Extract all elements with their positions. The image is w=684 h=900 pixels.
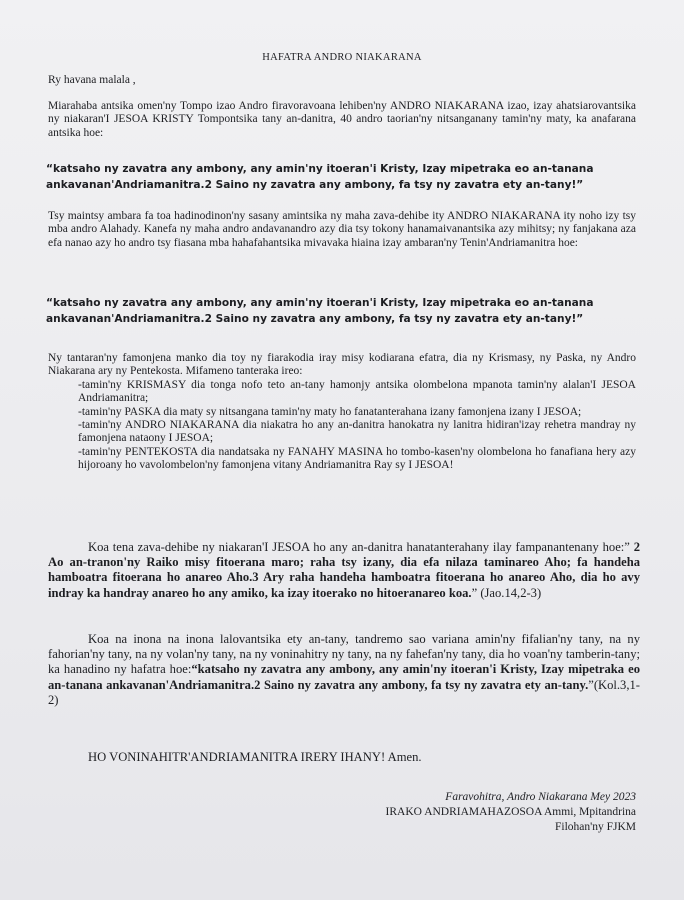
paragraph-reminder: Tsy maintsy ambara fa toa hadinodinon'ny sasany amintsika ny maha zava-dehibe ity ANDRO NIAKARANA ity noho izy tsy mba andro Alahady. Kanefa ny maha andro andavanandro azy dia tsy tokony hanamaivanantsika azy mihitsy; ny fanjakana aza efa nanao azy ho andro tsy fiasana mba hahafahantsika mivavaka hiaina izay ambaran'ny Tenin'Andriamanitra hoe: [48,210,636,249]
exhortation-reference: ”(Kol.3,1-2) [48,677,640,707]
bible-quote-2: “katsaho ny zavatra any ambony, any amin'ny itoeran'i Kristy, Izay mipetraka eo an-tanana ankavanan'Andriamanitra.2 Saino ny zavatra any ambony, fa tsy ny zavatra ety an-tany!” [46,297,594,325]
promise-quote: 2 Ao an-tranon'ny Raiko misy fitoerana maro; raha tsy izany, dia efa nilaza taminareo Aho; fa handeha hamboatra fitoerana ho anareo Aho.3 Ary raha handeha hamboatra fitoerana ho anareo Aho, dia ho avy indray ka handray anareo ho any amiko, ka izay itoerako no hitoeranareo koa. [48,540,640,600]
greeting: Ry havana malala , [48,74,136,86]
paragraph-exhortation [48,632,640,708]
signature-block [300,790,636,834]
promise-lead: Koa tena zava-dehibe ny niakaran'I JESOA ho any an-danitra hanatanterahany ilay fampanantenany hoe:” [88,540,630,554]
exhortation-lead: Koa na inona na inona lalovantsika ety an-tany, tandremo sao variana amin'ny fifalian'ny tany, na ny fahorian'ny tany, na ny volan'ny tany, na ny voninahitry ny tany, na ny fahefan'ny tany, dia ho voan'ny tamberin-tany; ka hanadino ny hafatra hoe: [48,632,640,677]
promise-reference: ” (Jao.14,2-3) [471,585,542,600]
bible-quote-1: “katsaho ny zavatra any ambony, any amin'ny itoeran'i Kristy, Izay mipetraka eo an-tanana ankavanan'Andriamanitra.2 Saino ny zavatra any ambony, fa tsy ny zavatra ety an-tany!” [46,163,594,191]
exhortation-quote: “katsaho ny zavatra any ambony, any amin'ny itoeran'i Kristy, Izay mipetraka eo an-tanana ankavanan'Andriamanitra.2 Saino ny zavatra any ambony, fa tsy ny zavatra ety an-tany. [48,662,640,692]
paragraph-promise [48,540,640,601]
paragraph-wheels [48,352,636,473]
closing-line: HO VONINAHITR'ANDRIAMANITRA IRERY IHANY! Amen. [88,750,422,764]
signer-name: IRAKO ANDRIAMAHAZOSOA Ammi, Mpitandrina [385,805,636,818]
wheels-intro: Ny tantaran'ny famonjena manko dia toy ny fiarakodia iray misy kodiarana efatra, dia ny Krismasy, ny Paska, ny Andro Niakarana ary ny Pentekosta. Mifameno tanteraka ireo: [48,352,636,378]
place-date: Faravohitra, Andro Niakarana Mey 2023 [445,791,636,803]
list-item-pentekosta: -tamin'ny PENTEKOSTA dia nandatsaka ny FANAHY MASINA ho tombo-kasen'ny olombelona ho fanafiana hery azy hijoroany ho vavolombelon'ny famonjena vitany Andriamanitra Ray sy I JESOA! [78,445,636,472]
document-title: HAFATRA ANDRO NIAKARANA [262,52,422,63]
list-item-niakarana: -tamin'ny ANDRO NIAKARANA dia niakatra ho any an-danitra hanokatra ny lanitra hidiran'izay rehetra mandray ny famonjena nataony I JESOA; [78,419,636,445]
list-item-krismasy: -tamin'ny KRISMASY dia tonga nofo teto an-tany hamonjy antsika olombelona mpanota tamin'ny alalan'I JESOA Andriamanitra; [78,378,636,405]
signer-role: Filohan'ny FJKM [555,820,636,833]
list-item-paska: -tamin'ny PASKA dia maty sy nitsangana tamin'ny maty ho fanatanterahana izany famonjena izany I JESOA; [78,405,582,418]
paragraph-intro: Miarahaba antsika omen'ny Tompo izao Andro firavoravoana lehiben'ny ANDRO NIAKARANA izao, izay ahatsiarovantsika ny niakaran'I JESOA KRISTY Tompontsika tany an-danitra, 40 andro taorian'ny nitsanganany tamin'ny maty, ka anafarana antsika hoe: [48,100,636,139]
